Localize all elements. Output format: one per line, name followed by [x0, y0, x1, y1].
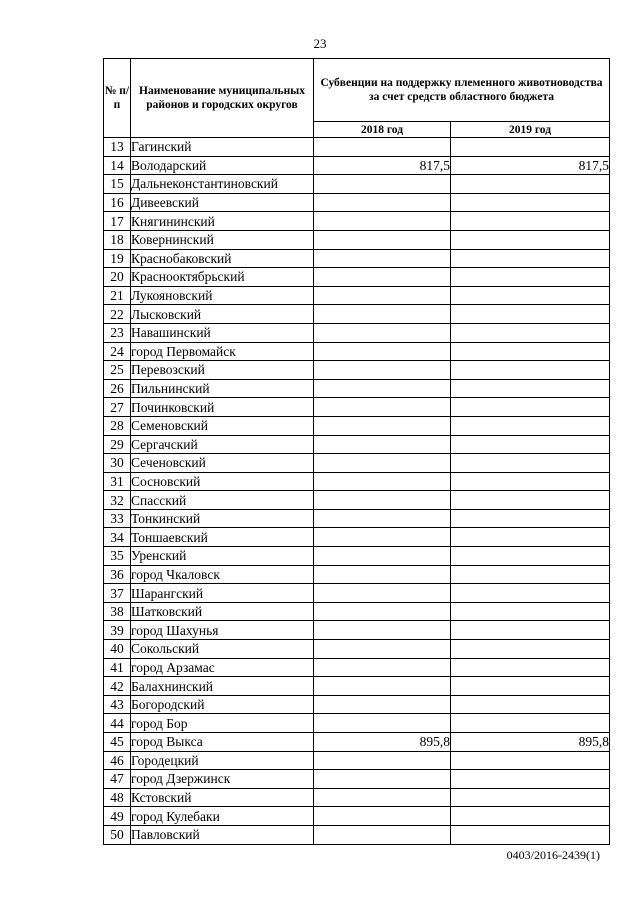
value-2018-cell — [314, 138, 451, 157]
municipality-name-cell: Княгининский — [131, 212, 314, 231]
municipality-name-cell: город Арзамас — [131, 658, 314, 677]
value-2018-cell — [314, 472, 451, 491]
row-number-cell: 28 — [104, 416, 131, 435]
municipality-name-cell: Лукояновский — [131, 286, 314, 305]
value-2019-cell — [451, 677, 610, 696]
header-year-2019: 2019 год — [451, 122, 610, 138]
value-2018-cell — [314, 454, 451, 473]
row-number-cell: 19 — [104, 249, 131, 268]
value-2018-cell — [314, 175, 451, 194]
table-row — [104, 733, 610, 752]
row-number-cell: 30 — [104, 454, 131, 473]
municipality-name-cell: город Чкаловск — [131, 565, 314, 584]
row-number-cell: 37 — [104, 584, 131, 603]
value-2019-cell — [451, 714, 610, 733]
municipality-name-cell: Гагинский — [131, 138, 314, 157]
table-row — [104, 156, 610, 175]
row-number-cell: 35 — [104, 547, 131, 566]
value-2019-cell — [451, 361, 610, 380]
municipality-name-cell: город Шахунья — [131, 621, 314, 640]
value-2018-cell — [314, 547, 451, 566]
header-subsidy: Субвенции на поддержку племенного животноводства за счет средств областного бюджета — [314, 59, 610, 122]
municipality-name-cell: Городецкий — [131, 751, 314, 770]
value-2019-cell — [451, 658, 610, 677]
municipality-name-cell: Краснобаковский — [131, 249, 314, 268]
municipality-name-cell: Сеченовский — [131, 454, 314, 473]
value-2019-cell — [451, 565, 610, 584]
value-2019-cell — [451, 268, 610, 287]
municipality-name-cell: Спасский — [131, 491, 314, 510]
municipality-name-cell: Сергачский — [131, 435, 314, 454]
value-2019-cell — [451, 491, 610, 510]
municipality-name-cell: Сосновский — [131, 472, 314, 491]
value-2018-cell — [314, 193, 451, 212]
municipality-name-cell: Перевозский — [131, 361, 314, 380]
row-number-cell: 18 — [104, 230, 131, 249]
row-number-cell: 23 — [104, 323, 131, 342]
row-number-cell: 47 — [104, 770, 131, 789]
value-2018-cell — [314, 788, 451, 807]
value-2018-cell — [314, 323, 451, 342]
row-number-cell: 21 — [104, 286, 131, 305]
table-row — [104, 677, 610, 696]
row-number-cell: 36 — [104, 565, 131, 584]
row-number-cell: 38 — [104, 602, 131, 621]
row-number-cell: 25 — [104, 361, 131, 380]
value-2018-cell — [314, 751, 451, 770]
row-number-cell: 29 — [104, 435, 131, 454]
value-2019-cell — [451, 788, 610, 807]
value-2018-cell — [314, 398, 451, 417]
value-2019-cell — [451, 584, 610, 603]
header-year-2018: 2018 год — [314, 122, 451, 138]
table-row — [104, 472, 610, 491]
value-2018-cell — [314, 825, 451, 844]
table-row — [104, 695, 610, 714]
row-number-cell: 14 — [104, 156, 131, 175]
value-2019-cell — [451, 751, 610, 770]
row-number-cell: 20 — [104, 268, 131, 287]
value-2018-cell — [314, 677, 451, 696]
municipality-name-cell: Шатковский — [131, 602, 314, 621]
table-row — [104, 454, 610, 473]
table-row — [104, 398, 610, 417]
table-row — [104, 138, 610, 157]
subsidy-table — [103, 58, 610, 845]
row-number-cell: 43 — [104, 695, 131, 714]
value-2019-cell — [451, 416, 610, 435]
municipality-name-cell: Сокольский — [131, 640, 314, 659]
value-2019-cell — [451, 212, 610, 231]
value-2018-cell — [314, 509, 451, 528]
value-2018-cell — [314, 379, 451, 398]
value-2019-cell — [451, 138, 610, 157]
value-2019-cell — [451, 175, 610, 194]
row-number-cell: 13 — [104, 138, 131, 157]
value-2019-cell — [451, 770, 610, 789]
value-2019-cell — [451, 695, 610, 714]
value-2018-cell — [314, 491, 451, 510]
value-2018-cell — [314, 305, 451, 324]
municipality-name-cell: город Бор — [131, 714, 314, 733]
municipality-name-cell: Тоншаевский — [131, 528, 314, 547]
municipality-name-cell: Дальнеконстантиновский — [131, 175, 314, 194]
table-row — [104, 565, 610, 584]
table-row — [104, 658, 610, 677]
value-2018-cell — [314, 230, 451, 249]
municipality-name-cell: Кстовский — [131, 788, 314, 807]
municipality-name-cell: Пильнинский — [131, 379, 314, 398]
table-row — [104, 770, 610, 789]
header-municipality: Наименование муниципальных районов и городских округов — [131, 59, 314, 138]
municipality-name-cell: Богородский — [131, 695, 314, 714]
value-2018-cell — [314, 342, 451, 361]
value-2018-cell — [314, 361, 451, 380]
table-row — [104, 249, 610, 268]
table-row — [104, 807, 610, 826]
value-2018-cell — [314, 416, 451, 435]
value-2019-cell — [451, 435, 610, 454]
table-row — [104, 286, 610, 305]
row-number-cell: 26 — [104, 379, 131, 398]
row-number-cell: 42 — [104, 677, 131, 696]
value-2018-cell: 895,8 — [314, 733, 451, 752]
value-2019-cell — [451, 472, 610, 491]
value-2018-cell — [314, 770, 451, 789]
table-row — [104, 491, 610, 510]
row-number-cell: 27 — [104, 398, 131, 417]
value-2019-cell — [451, 621, 610, 640]
value-2018-cell — [314, 640, 451, 659]
value-2019-cell — [451, 528, 610, 547]
value-2018-cell — [314, 286, 451, 305]
row-number-cell: 48 — [104, 788, 131, 807]
municipality-name-cell: город Выкса — [131, 733, 314, 752]
value-2018-cell — [314, 528, 451, 547]
value-2018-cell — [314, 658, 451, 677]
municipality-name-cell: Навашинский — [131, 323, 314, 342]
row-number-cell: 15 — [104, 175, 131, 194]
value-2019-cell: 817,5 — [451, 156, 610, 175]
value-2018-cell — [314, 249, 451, 268]
row-number-cell: 50 — [104, 825, 131, 844]
value-2019-cell — [451, 305, 610, 324]
row-number-cell: 45 — [104, 733, 131, 752]
table-row — [104, 528, 610, 547]
value-2018-cell — [314, 565, 451, 584]
value-2018-cell — [314, 621, 451, 640]
table-row — [104, 305, 610, 324]
header-number: № п/п — [104, 59, 131, 138]
value-2019-cell — [451, 509, 610, 528]
row-number-cell: 32 — [104, 491, 131, 510]
row-number-cell: 41 — [104, 658, 131, 677]
value-2018-cell — [314, 212, 451, 231]
table-row — [104, 602, 610, 621]
value-2019-cell — [451, 193, 610, 212]
table-row — [104, 509, 610, 528]
row-number-cell: 39 — [104, 621, 131, 640]
row-number-cell: 24 — [104, 342, 131, 361]
table-row — [104, 547, 610, 566]
value-2018-cell — [314, 268, 451, 287]
table-row — [104, 175, 610, 194]
table-row — [104, 361, 610, 380]
municipality-name-cell: Тонкинский — [131, 509, 314, 528]
value-2019-cell — [451, 602, 610, 621]
table-row — [104, 435, 610, 454]
table-row — [104, 379, 610, 398]
row-number-cell: 40 — [104, 640, 131, 659]
value-2019-cell — [451, 323, 610, 342]
row-number-cell: 22 — [104, 305, 131, 324]
row-number-cell: 34 — [104, 528, 131, 547]
value-2019-cell: 895,8 — [451, 733, 610, 752]
value-2018-cell — [314, 714, 451, 733]
page-number: 23 — [313, 36, 327, 51]
value-2018-cell — [314, 435, 451, 454]
municipality-name-cell: Семеновский — [131, 416, 314, 435]
row-number-cell: 33 — [104, 509, 131, 528]
municipality-name-cell: Краснооктябрьский — [131, 268, 314, 287]
table-row — [104, 323, 610, 342]
row-number-cell: 16 — [104, 193, 131, 212]
table-row — [104, 212, 610, 231]
value-2018-cell: 817,5 — [314, 156, 451, 175]
row-number-cell: 49 — [104, 807, 131, 826]
value-2018-cell — [314, 807, 451, 826]
municipality-name-cell: Лысковский — [131, 305, 314, 324]
municipality-name-cell: Володарский — [131, 156, 314, 175]
table-row — [104, 621, 610, 640]
table-row — [104, 342, 610, 361]
row-number-cell: 31 — [104, 472, 131, 491]
value-2018-cell — [314, 695, 451, 714]
value-2019-cell — [451, 825, 610, 844]
municipality-name-cell: Починковский — [131, 398, 314, 417]
value-2019-cell — [451, 547, 610, 566]
municipality-name-cell: Уренский — [131, 547, 314, 566]
value-2019-cell — [451, 454, 610, 473]
table-row — [104, 193, 610, 212]
table-row — [104, 230, 610, 249]
municipality-name-cell: Шарангский — [131, 584, 314, 603]
value-2019-cell — [451, 249, 610, 268]
municipality-name-cell: Балахнинский — [131, 677, 314, 696]
value-2019-cell — [451, 640, 610, 659]
value-2019-cell — [451, 379, 610, 398]
municipality-name-cell: город Кулебаки — [131, 807, 314, 826]
municipality-name-cell: город Дзержинск — [131, 770, 314, 789]
row-number-cell: 44 — [104, 714, 131, 733]
document-code: 0403/2016-2439(1) — [506, 848, 600, 862]
value-2019-cell — [451, 342, 610, 361]
value-2019-cell — [451, 398, 610, 417]
row-number-cell: 46 — [104, 751, 131, 770]
table-row — [104, 751, 610, 770]
table-row — [104, 640, 610, 659]
municipality-name-cell: Павловский — [131, 825, 314, 844]
table-row — [104, 416, 610, 435]
row-number-cell: 17 — [104, 212, 131, 231]
table-row — [104, 584, 610, 603]
value-2018-cell — [314, 602, 451, 621]
value-2018-cell — [314, 584, 451, 603]
table-row — [104, 825, 610, 844]
value-2019-cell — [451, 230, 610, 249]
table-body — [104, 138, 610, 845]
table-row — [104, 268, 610, 287]
municipality-name-cell: Дивеевский — [131, 193, 314, 212]
table-row — [104, 714, 610, 733]
municipality-name-cell: Ковернинский — [131, 230, 314, 249]
value-2019-cell — [451, 807, 610, 826]
table-row — [104, 788, 610, 807]
municipality-name-cell: город Первомайск — [131, 342, 314, 361]
value-2019-cell — [451, 286, 610, 305]
